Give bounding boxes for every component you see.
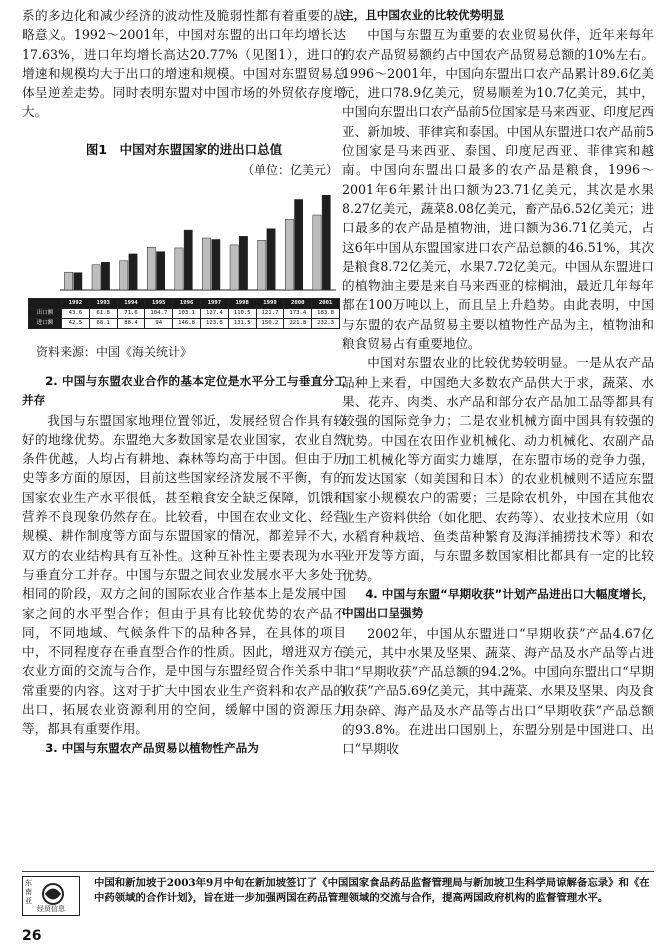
chart-value-export-1993: 61.8 xyxy=(89,308,117,318)
chart-value-export-1994: 71.6 xyxy=(117,308,145,318)
chart-value-import-2001: 232.3 xyxy=(312,318,340,328)
chart-year-label-1999: 1999 xyxy=(256,298,284,308)
chart-year-label-2000: 2000 xyxy=(284,298,312,308)
bar-export-2000 xyxy=(285,220,293,291)
chart-table-corner xyxy=(29,298,62,308)
bar-import-1994 xyxy=(129,254,137,290)
chart-value-import-1994: 88.4 xyxy=(117,318,145,328)
chart-table-row-export xyxy=(29,308,340,318)
chart-value-import-1995: 94 xyxy=(145,318,173,328)
chart-year-label-1998: 1998 xyxy=(228,298,256,308)
chart-value-export-1999: 121.7 xyxy=(256,308,284,318)
heading-3: 3. 中国与东盟农产品贸易以植物性产品为 xyxy=(45,740,259,755)
logo-bottom-text: 经贸信息 xyxy=(37,905,65,913)
chart-value-export-1995: 104.7 xyxy=(145,308,173,318)
paragraph-2: 我国与东盟国家地理位置邻近，发展经贸合作具有较好的地缘优势。东盟绝大多数国家是农业国家，农业自然条件优越，人均占有耕地、森林等均高于中国。但由于历史等多方面的原因，目前这些国家经济发展不平衡，有的国家农业生产水平很低，甚至粮食安全缺乏保障，饥饿和营养不良现象仍然存在。比较看，中国在农业文化、经营规模、耕作制度等方面与东盟国家的情况，都差异不大，双方的农业结构具有互补性。这种互补性主要表现为水平与垂直分工并存。中国与东盟之间农业发展水平大多处于相同的阶段，双方之间的国际农业合作基本上是发展中国家之间的水平型合作；但由于具有比较优势的农产品不同，不同地域、气候条件下的品种各异，在具体的项目中，不同程度存在垂直型合作的性质。因此，增进双方在农业方面的交流与合作，是中国与东盟经贸合作关系中非常重要的内容。这对于扩大中国农业生产资料和农产品的出口，拓展农业资源利用的空间，缓解中国的资源压力等，都具有重要作用。 xyxy=(22,412,346,737)
bar-export-1997 xyxy=(202,238,210,290)
bar-import-1999 xyxy=(267,229,275,290)
bar-import-1992 xyxy=(74,273,82,290)
chart-year-label-1992: 1992 xyxy=(62,298,90,308)
logo-side-text: 东南亚 xyxy=(25,879,32,905)
paragraph-4: 中国对东盟农业的比较优势较明显。一是从农产品品种上来看，中国绝大多数农产品供大于求，蔬菜、水果、花卉、肉类、水产品和部分农产品加工品等都具有较强的国际竞争力；二是农业机械方面中国具有较强的优势。中国在农田作业机械化、动力机械化、农副产品加工机械化等方面实力雄厚，在东盟市场的竞争力强，而发达国家（如美国和日本）的农业机械则不适应东盟国家小规模农户的需要；三是除农机外，中国在其他农业生产资料供给（如化肥、农药等）、农业技术应用（如水稻育种栽培、鱼类苗种繁育及海洋捕捞技术等）和农业开发等方面，与东盟多数国家相比都具有一定的比较优势。 xyxy=(342,355,654,583)
figure-unit: （单位：亿美元） xyxy=(241,163,338,178)
journal-logo xyxy=(22,876,80,916)
bar-import-1996 xyxy=(184,230,192,290)
chart-value-import-1998: 131.5 xyxy=(228,318,256,328)
footer-text: 中国和新加坡于2003年9月中旬在新加坡签订了《中国国家食品药品监督管理局与新加坡卫生科学局谅解备忘录》和《在中药领域的合作计划》，旨在进一步加强两国在药品管理领域的交流与合作，提高两国政府机构的监督管理水平。 xyxy=(94,877,650,904)
chart-year-label-1997: 1997 xyxy=(200,298,228,308)
bar-import-1997 xyxy=(212,240,220,291)
chart-year-label-1996: 1996 xyxy=(173,298,201,308)
chart-value-import-1996: 146.8 xyxy=(173,318,201,328)
bar-export-1999 xyxy=(258,241,266,291)
paragraph-intro: 系的多边化和减少经济的波动性及脆弱性都有着重要的战略意义。1992～2001年，中国对东盟的出口年均增长达17.63%，进口年均增长高达20.77%（见图1），进口的增速和规模均大于出口的增速和规模。中国对东盟贸易总体呈逆差走势。同时表明东盟对中国市场的外贸依存度增大。 xyxy=(22,8,346,120)
bar-import-1995 xyxy=(157,252,165,290)
bar-export-1992 xyxy=(64,273,72,291)
chart-value-import-1993: 68.1 xyxy=(89,318,117,328)
bar-chart xyxy=(28,184,340,292)
chart-value-import-1997: 123.8 xyxy=(200,318,228,328)
chart-data-table xyxy=(28,298,340,329)
bar-export-1995 xyxy=(147,248,155,291)
chart-year-label-1993: 1993 xyxy=(89,298,117,308)
bar-import-2000 xyxy=(295,200,303,290)
chart-table-row-import xyxy=(29,318,340,328)
footer-note xyxy=(22,871,654,916)
chart-value-export-2000: 173.4 xyxy=(284,308,312,318)
figure-title: 图1 中国对东盟国家的进出口总值 xyxy=(85,141,283,157)
figure-source: 资料来源：中国《海关统计》 xyxy=(36,344,193,359)
chart-year-label-2001: 2001 xyxy=(312,298,340,308)
chart-table-year-row xyxy=(29,298,340,308)
chart-series-label: 出口额 xyxy=(29,308,62,318)
chart-value-export-1992: 43.6 xyxy=(62,308,90,318)
heading-2: 2. 中国与东盟农业合作的基本定位是水平分工与垂直分工并存 xyxy=(22,373,346,408)
chart-value-import-2000: 221.8 xyxy=(284,318,312,328)
paragraph-3: 中国与东盟互为重要的农业贸易伙伴，近年来每年的农产品贸易额约占中国农产品贸易总额的10%左右。1996～2001年，中国向东盟出口农产品累计89.6亿美元，进口78.9亿美元，贸易顺差为10.7亿美元，其中，中国向东盟出口农产品前5位国家是马来西亚、印度尼西亚、新加坡、菲律宾和泰国。中国从东盟进口农产品前5位国家是马来西亚、泰国、印度尼西亚、菲律宾和越南。中国向东盟出口最多的农产品是粮食，1996～2001年6年累计出口额为23.71亿美元，其次是水果8.27亿美元，蔬菜8.08亿美元，畜产品6.52亿美元；进口最多的农产品是植物油，进口额为36.71亿美元，占这6年中国从东盟国家进口农产品总额的46.51%，其次是粮食8.72亿美元，水果7.72亿美元。中国从东盟进口的植物油主要是来自马来西亚的棕榈油，最近几年每年都在100万吨以上，而且呈上升趋势。由此表明，中国与东盟的农产品贸易主要以植物性产品为主，植物油和粮食贸易占有重要地位。 xyxy=(342,27,654,352)
bar-import-1993 xyxy=(101,263,109,291)
heading-3-continued: 主，且中国农业的比较优势明显 xyxy=(342,8,505,22)
bar-export-1998 xyxy=(230,245,238,290)
chart-value-import-1992: 42.5 xyxy=(62,318,90,328)
figure-1 xyxy=(22,140,346,329)
chart-value-export-2001: 183.8 xyxy=(312,308,340,318)
left-column xyxy=(22,6,346,758)
chart-year-label-1994: 1994 xyxy=(117,298,145,308)
chart-value-import-1999: 150.2 xyxy=(256,318,284,328)
chart-series-label: 进口额 xyxy=(29,318,62,328)
heading-4: 4. 中国与东盟“早期收获”计划产品进出口大幅度增长，中国出口呈强势 xyxy=(342,586,654,621)
page-number: 26 xyxy=(22,928,42,944)
paragraph-5: 2002年，中国从东盟进口“早期收获”产品4.67亿美元，其中水果及坚果、蔬菜、海产品及水产品等占进口“早期收获”产品总额的94.2%。中国向东盟出口“早期收获”产品5.69亿美元，其中蔬菜、水果及坚果、肉及食用杂碎、海产品及水产品等占出口“早期收获”产品总额的93.8%。在进出口国别上，东盟分别是中国进口、出口“早期收 xyxy=(342,625,654,757)
bar-import-2001 xyxy=(322,196,330,291)
chart-year-label-1995: 1995 xyxy=(145,298,173,308)
bar-export-1993 xyxy=(92,265,100,290)
chart-value-export-1997: 127.4 xyxy=(200,308,228,318)
chart-value-export-1996: 103.1 xyxy=(173,308,201,318)
bar-export-1996 xyxy=(175,248,183,290)
bar-import-1998 xyxy=(239,237,247,291)
right-column xyxy=(342,6,654,759)
chart-value-export-1998: 110.5 xyxy=(228,308,256,318)
bar-export-1994 xyxy=(120,261,128,290)
bar-export-2001 xyxy=(313,215,321,290)
